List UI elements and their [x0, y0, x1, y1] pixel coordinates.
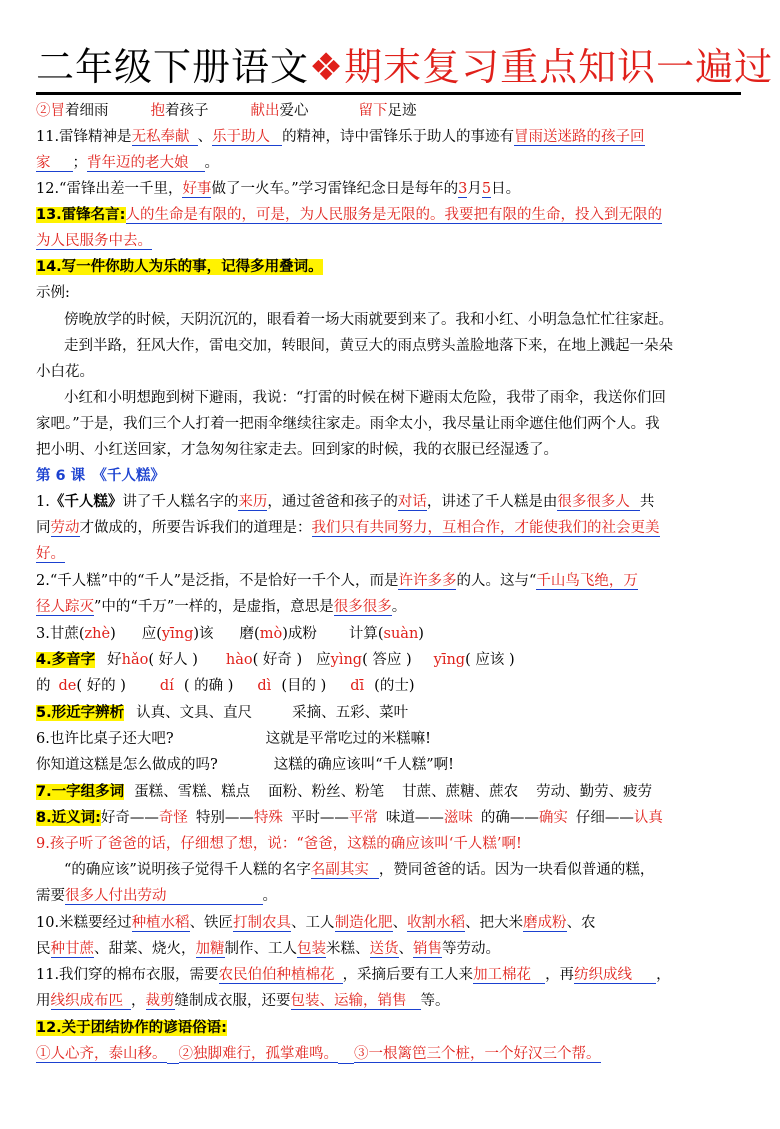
item-13: 13.雷锋名言:人的生命是有限的，可是，为人民服务是无限的。我要把有限的生命，投入到无限的	[36, 207, 662, 223]
line-verbs: ②冒着细雨 抱着孩子 献出爱心 留下足迹	[36, 103, 417, 119]
example-p2-cont: 小白花。	[36, 364, 94, 380]
lesson-item-1-cont2: 好。	[36, 546, 65, 562]
lesson-item-11-cont: 用线织成布匹 ，裁剪缝制成衣服，还要包装、运输，销售 等。	[36, 993, 450, 1009]
diamond-icon: ❖	[309, 45, 345, 89]
lesson-item-4-cont: 的 de( 好的 ) dí ( 的确 ) dì (目的 ) dī (的士)	[36, 678, 415, 694]
lesson-item-3: 3.甘蔗(zhè) 应(yīng)该 磨(mò)成粉 计算(suàn)	[36, 626, 424, 642]
item-11: 11.雷锋精神是无私奉献 、乐于助人 的精神，诗中雷锋乐于助人的事迹有冒雨送迷路的孩子回	[36, 129, 645, 145]
lesson-item-2: 2.“千人糕”中的“千人”是泛指，不是恰好一千个人，而是许许多多的人。这与“千山鸟飞绝，万	[36, 573, 638, 589]
lesson-item-9-cont: “的确应该”说明孩子觉得千人糕的名字名副其实 ，赞同爸爸的话。因为一块看似普通的糕，	[64, 862, 655, 878]
lesson-item-7: 7.一字组多词 蛋糕、雪糕、糕点 面粉、粉丝、粉笔 甘蔗、蔗糖、蔗农 劳动、勤劳、疲劳	[36, 784, 653, 800]
lesson-item-10-cont: 民种甘蔗、甜菜、烧火，加糖制作、工人包装米糕、送货、销售等劳动。	[36, 941, 500, 957]
lesson-item-6: 6.也许比桌子还大吧? 这就是平常吃过的米糕嘛!	[36, 731, 431, 747]
example-p3-cont1: 家吧。”于是，我们三个人打着一把雨伞继续往家走。雨伞太小，我尽量让雨伞遮住他们两个人。我	[36, 416, 660, 432]
lesson-item-2-cont: 径人踪灭”中的“千万”一样的，是虚指，意思是很多很多。	[36, 599, 407, 615]
example-p2: 走到半路，狂风大作，雷电交加，转眼间，黄豆大的雨点劈头盖脸地落下来，在地上溅起一朵朵	[64, 338, 673, 354]
lesson-item-8: 8.近义词:好奇——奇怪 特别——特殊 平时——平常 味道——滋味 的确——确实 仔细——认真	[36, 810, 663, 826]
lesson-heading: 第 6 课 《千人糕》	[36, 468, 165, 484]
title-red: 期末复习重点知识一遍过	[344, 45, 774, 89]
lesson-item-12: 12.关于团结协作的谚语俗语:	[36, 1020, 227, 1036]
title-divider	[36, 92, 741, 95]
lesson-item-6-cont: 你知道这糕是怎么做成的吗? 这糕的确应该叫“千人糕”啊!	[36, 757, 454, 773]
example-p3-cont2: 把小明、小红送回家，才急匆匆往家走去。回到家的时候，我的衣服已经湿透了。	[36, 442, 558, 458]
lesson-item-10: 10.米糕要经过种植水稻、铁匠打制农具、工人制造化肥、收割水稻、把大米磨成粉、农	[36, 915, 596, 931]
page-title	[36, 40, 774, 94]
example-p1: 傍晚放学的时候，天阴沉沉的，眼看着一场大雨就要到来了。我和小红、小明急急忙忙往家赶。	[64, 312, 673, 328]
lesson-item-9: 9.孩子听了爸爸的话，仔细想了想，说：“爸爸，这糕的确应该叫‘千人糕’啊!	[36, 836, 522, 852]
item-12: 12.“雷锋出差一千里，好事做了一火车。”学习雷锋纪念日是每年的3月5日。	[36, 181, 521, 197]
lesson-item-1-cont: 同劳动才做成的，所要告诉我们的道理是：我们只有共同努力，互相合作，才能使我们的社会更美	[36, 520, 660, 536]
title-black: 二年级下册语文	[36, 45, 310, 89]
lesson-item-12-proverbs: ①人心齐，泰山移。 ②独脚难行，孤掌难鸣。 ③一根篱笆三个桩，一个好汉三个帮。	[36, 1046, 601, 1062]
lesson-item-11: 11.我们穿的棉布衣服，需要农民伯伯种植棉花 ，采摘后要有工人来加工棉花 ，再纺织成线 ，	[36, 967, 671, 983]
lesson-item-1: 1.《千人糕》讲了千人糕名字的来历，通过爸爸和孩子的对话，讲述了千人糕是由很多很多人 共	[36, 494, 655, 510]
example-p3: 小红和小明想跑到树下避雨，我说：“打雷的时候在树下避雨太危险，我带了雨伞，我送你们回	[64, 390, 666, 406]
lesson-item-5: 5.形近字辨析 认真、文具、直尺 采摘、五彩、菜叶	[36, 705, 409, 721]
item-13-cont: 为人民服务中去。	[36, 233, 152, 249]
item-11-cont: 家 ；背年迈的老大娘 。	[36, 155, 219, 171]
lesson-item-9-cont2: 需要很多人付出劳动 。	[36, 888, 277, 904]
item-14: 14.写一件你助人为乐的事，记得多用叠词。	[36, 259, 323, 275]
lesson-item-4: 4.多音字 好hǎo( 好人 ) hào( 好奇 ) 应yìng( 答应 ) yīng( 应该 )	[36, 652, 515, 668]
example-label: 示例:	[36, 285, 70, 301]
